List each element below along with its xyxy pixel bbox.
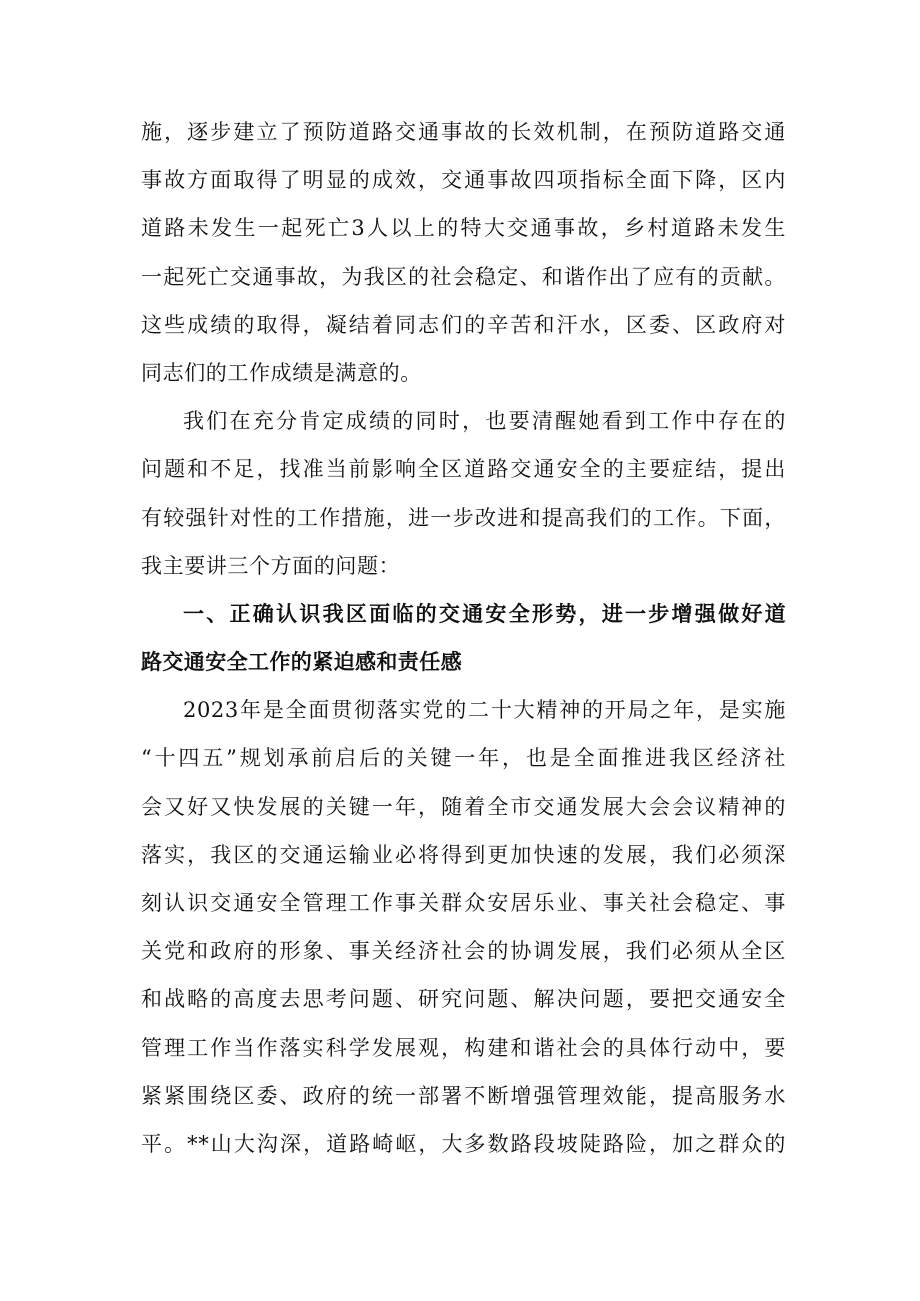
paragraph-2-line-1: 我们在充分肯定成绩的同时，也要清醒她看到工作中存在的 xyxy=(183,409,786,434)
paragraph-3-line-7: 和战略的高度去思考问题、研究问题、解决问题，要把交通安全 xyxy=(141,987,786,1012)
section-heading-line-1: 一、正确认识我区面临的交通安全形势，进一步增强做好道 xyxy=(183,601,786,626)
paragraph-3-line-3: 会又好又快发展的关键一年，随着全市交通发展大会会议精神的 xyxy=(141,794,786,819)
paragraph-3-line-5: 刻认识交通安全管理工作事关群众安居乐业、事关社会稳定、事 xyxy=(141,891,786,915)
paragraph-1-line-4: 一起死亡交通事故，为我区的社会稳定、和谐作出了应有的贡献。 xyxy=(141,264,786,289)
paragraph-3-line-1: 2023年是全面贯彻落实党的二十大精神的开局之年，是实施 xyxy=(183,698,786,723)
paragraph-2-line-2: 问题和不足，找准当前影响全区道路交通安全的主要症结，提出 xyxy=(141,457,786,482)
section-heading-line-2: 路交通安全工作的紧迫感和责任感 xyxy=(141,650,462,675)
paragraph-2-line-4: 我主要讲三个方面的问题： xyxy=(141,553,401,578)
paragraph-3-line-8: 管理工作当作落实科学发展观，构建和谐社会的具体行动中，要 xyxy=(141,1035,786,1060)
paragraph-3-line-2: “十四五”规划承前启后的关键一年，也是全面推进我区经济社 xyxy=(141,746,786,771)
document-body xyxy=(141,108,786,1168)
paragraph-2-line-3: 有较强针对性的工作措施，进一步改进和提高我们的工作。下面， xyxy=(141,505,786,530)
paragraph-3-line-9: 紧紧围绕区委、政府的统一部署不断增强管理效能，提高服务水 xyxy=(141,1083,786,1108)
paragraph-3-line-4: 落实，我区的交通运输业必将得到更加快速的发展，我们必须深 xyxy=(141,842,786,867)
paragraph-1-line-5: 这些成绩的取得，凝结着同志们的辛苦和汗水，区委、区政府对 xyxy=(141,312,786,337)
paragraph-1-line-6: 同志们的工作成绩是满意的。 xyxy=(141,360,422,385)
paragraph-1-line-1: 施，逐步建立了预防道路交通事故的长效机制，在预防道路交通 xyxy=(141,120,786,144)
paragraph-3-line-6: 关党和政府的形象、事关经济社会的协调发展，我们必须从全区 xyxy=(141,939,786,964)
paragraph-3-line-10: 平。**山大沟深，道路崎岖，大多数路段坡陡路险，加之群众的 xyxy=(141,1131,786,1156)
paragraph-1-line-2: 事故方面取得了明显的成效，交通事故四项指标全面下降，区内 xyxy=(141,168,786,193)
paragraph-1-line-3: 道路未发生一起死亡3人以上的特大交通事故，乡村道路未发生 xyxy=(141,216,786,241)
